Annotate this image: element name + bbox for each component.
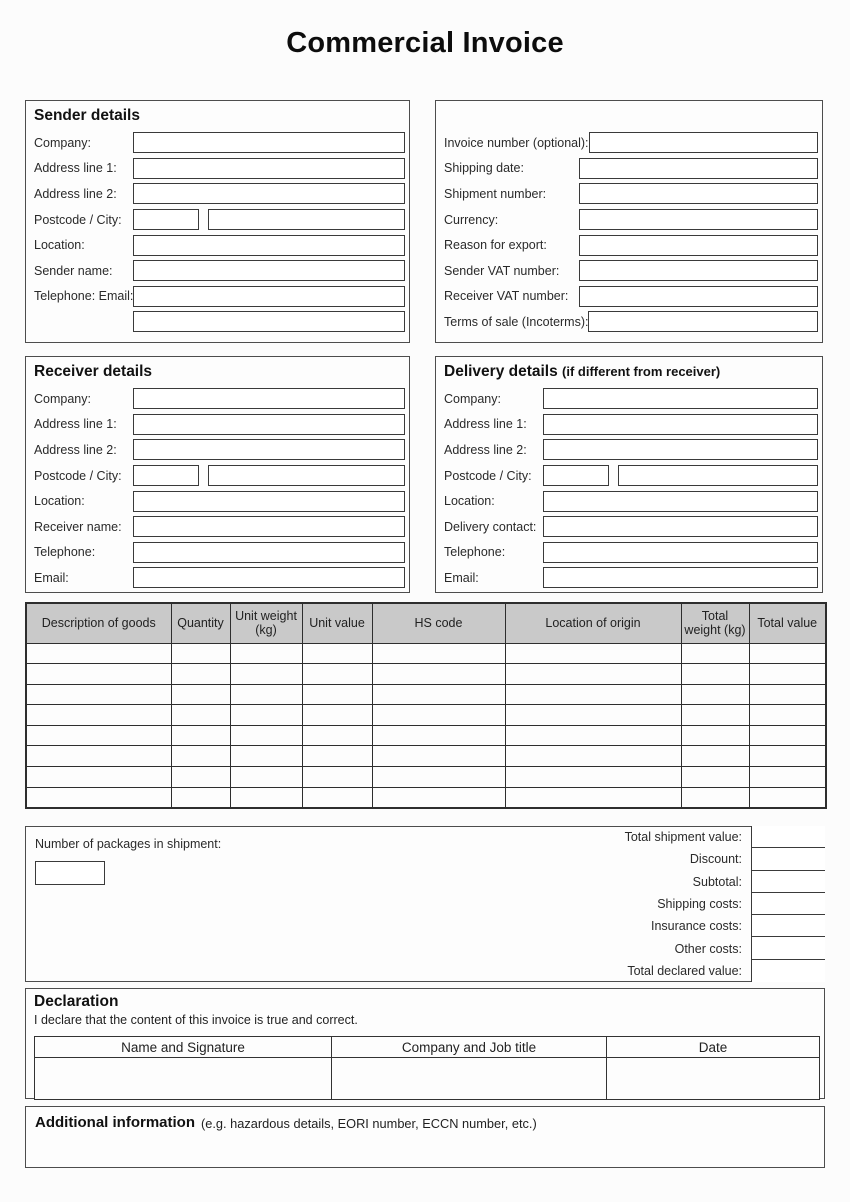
goods-table-body <box>26 643 826 808</box>
invoice-number-input[interactable] <box>589 132 818 153</box>
delivery-address1-input[interactable] <box>543 414 818 435</box>
subtotal-input[interactable] <box>751 871 825 893</box>
delivery-details-section <box>435 356 823 593</box>
currency-row <box>444 207 818 233</box>
goods-cell[interactable] <box>372 643 505 664</box>
goods-cell[interactable] <box>505 705 681 726</box>
goods-col-total-value: Total value <box>749 603 826 643</box>
delivery-postcode-city-label: Postcode / City: <box>444 468 532 483</box>
delivery-location-input[interactable] <box>543 491 818 512</box>
goods-cell[interactable] <box>171 725 230 746</box>
goods-cell[interactable] <box>230 767 302 788</box>
receiver-address1-row <box>34 412 405 438</box>
goods-col-hs-code: HS code <box>372 603 505 643</box>
receiver-name-label: Receiver name: <box>34 519 122 534</box>
goods-cell[interactable] <box>749 787 826 808</box>
sender-company-label: Company: <box>34 135 91 150</box>
goods-cell[interactable] <box>681 705 749 726</box>
declaration-company-job-cell[interactable] <box>332 1058 607 1100</box>
goods-cell[interactable] <box>505 787 681 808</box>
total-declared-value-label: Total declared value: <box>627 963 742 978</box>
sender-telephone-email-label: Telephone: Email: <box>34 289 134 304</box>
goods-cell[interactable] <box>372 705 505 726</box>
receiver-address2-row <box>34 437 405 463</box>
declaration-statement: I declare that the content of this invoice is true and correct. <box>34 1013 358 1027</box>
goods-col-unit-weight: Unit weight (kg) <box>230 603 302 643</box>
sender-company-row <box>34 130 405 156</box>
packages-in-shipment-input[interactable] <box>35 861 105 885</box>
goods-cell[interactable] <box>302 664 372 685</box>
goods-row <box>26 643 826 664</box>
sender-company-input[interactable] <box>133 132 405 153</box>
goods-cell[interactable] <box>749 705 826 726</box>
goods-cell[interactable] <box>26 684 171 705</box>
shipping-date-row <box>444 156 818 182</box>
subtotal-row <box>405 871 825 893</box>
totals-section <box>25 826 825 982</box>
goods-cell[interactable] <box>372 725 505 746</box>
goods-cell[interactable] <box>302 684 372 705</box>
goods-cell[interactable] <box>302 725 372 746</box>
receiver-company-row <box>34 386 405 412</box>
goods-col-description: Description of goods <box>26 603 171 643</box>
additional-information-heading: Additional information <box>35 1114 195 1131</box>
delivery-details-heading <box>444 363 720 381</box>
declaration-col-company-job: Company and Job title <box>332 1037 607 1058</box>
receiver-postcode-input[interactable] <box>133 465 199 486</box>
receiver-location-label: Location: <box>34 494 85 509</box>
shipping-date-label: Shipping date: <box>444 161 524 176</box>
receiver-vat-label: Receiver VAT number: <box>444 289 569 304</box>
sender-address1-label: Address line 1: <box>34 161 117 176</box>
sender-name-label: Sender name: <box>34 263 113 278</box>
sender-email-row <box>34 309 405 335</box>
insurance-costs-row <box>405 915 825 937</box>
goods-cell[interactable] <box>505 767 681 788</box>
goods-col-total-weight: Total weight (kg) <box>681 603 749 643</box>
goods-row <box>26 684 826 705</box>
goods-cell[interactable] <box>749 725 826 746</box>
discount-row <box>405 848 825 870</box>
goods-cell[interactable] <box>26 787 171 808</box>
delivery-contact-label: Delivery contact: <box>444 519 537 534</box>
shipping-costs-label: Shipping costs: <box>657 896 742 911</box>
goods-cell[interactable] <box>26 746 171 767</box>
goods-cell[interactable] <box>505 664 681 685</box>
receiver-name-input[interactable] <box>133 516 405 537</box>
declaration-col-name-signature: Name and Signature <box>35 1037 332 1058</box>
delivery-postcode-city-row <box>444 463 818 489</box>
total-shipment-value-input[interactable] <box>751 826 825 848</box>
discount-input[interactable] <box>751 848 825 870</box>
goods-cell[interactable] <box>302 705 372 726</box>
receiver-telephone-label: Telephone: <box>34 545 96 560</box>
sender-name-row <box>34 258 405 284</box>
goods-row <box>26 746 826 767</box>
incoterms-row <box>444 309 818 335</box>
shipping-costs-row <box>405 893 825 915</box>
delivery-location-row <box>444 488 818 514</box>
incoterms-input[interactable] <box>588 311 818 332</box>
currency-label: Currency: <box>444 212 499 227</box>
receiver-location-row <box>34 488 405 514</box>
receiver-address1-input[interactable] <box>133 414 405 435</box>
delivery-contact-input[interactable] <box>543 516 818 537</box>
goods-cell[interactable] <box>505 746 681 767</box>
declaration-table <box>34 1036 820 1100</box>
sender-details-section <box>25 100 410 343</box>
declaration-name-signature-cell[interactable] <box>35 1058 332 1100</box>
goods-cell[interactable] <box>171 705 230 726</box>
sender-address1-input[interactable] <box>133 158 405 179</box>
goods-cell[interactable] <box>372 664 505 685</box>
goods-row <box>26 705 826 726</box>
goods-cell[interactable] <box>749 643 826 664</box>
delivery-telephone-input[interactable] <box>543 542 818 563</box>
receiver-company-label: Company: <box>34 391 91 406</box>
total-shipment-value-label: Total shipment value: <box>624 830 742 845</box>
receiver-address2-label: Address line 2: <box>34 442 117 457</box>
receiver-email-row <box>34 565 405 591</box>
goods-cell[interactable] <box>372 684 505 705</box>
invoice-number-label: Invoice number (optional): <box>444 135 589 150</box>
goods-cell[interactable] <box>230 705 302 726</box>
receiver-details-heading: Receiver details <box>34 363 153 380</box>
goods-cell[interactable] <box>171 767 230 788</box>
goods-col-origin: Location of origin <box>505 603 681 643</box>
goods-cell[interactable] <box>171 643 230 664</box>
delivery-company-row <box>444 386 818 412</box>
discount-label: Discount: <box>689 852 742 867</box>
receiver-details-section <box>25 356 410 593</box>
receiver-vat-input[interactable] <box>579 286 818 307</box>
sender-name-input[interactable] <box>133 260 405 281</box>
insurance-costs-label: Insurance costs: <box>650 919 742 934</box>
goods-cell[interactable] <box>230 725 302 746</box>
goods-cell[interactable] <box>230 664 302 685</box>
delivery-details-heading-main: Delivery details <box>444 363 558 380</box>
delivery-location-label: Location: <box>444 494 495 509</box>
receiver-city-input[interactable] <box>208 465 405 486</box>
declaration-entry-row <box>35 1058 820 1100</box>
goods-cell[interactable] <box>681 787 749 808</box>
receiver-address2-input[interactable] <box>133 439 405 460</box>
packages-in-shipment-label: Number of packages in shipment: <box>35 837 222 851</box>
goods-cell[interactable] <box>302 767 372 788</box>
reason-for-export-label: Reason for export: <box>444 238 547 253</box>
delivery-email-row <box>444 565 818 591</box>
receiver-postcode-city-row <box>34 463 405 489</box>
goods-cell[interactable] <box>302 787 372 808</box>
declaration-col-date: Date <box>607 1037 820 1058</box>
goods-cell[interactable] <box>230 746 302 767</box>
receiver-vat-row <box>444 284 818 310</box>
sender-city-input[interactable] <box>208 209 405 230</box>
sender-address1-row <box>34 156 405 182</box>
currency-input[interactable] <box>579 209 818 230</box>
sender-postcode-city-label: Postcode / City: <box>34 212 122 227</box>
goods-table <box>25 602 827 809</box>
goods-cell[interactable] <box>681 746 749 767</box>
goods-cell[interactable] <box>681 664 749 685</box>
total-shipment-value-row <box>405 826 825 848</box>
declaration-heading: Declaration <box>34 993 119 1010</box>
reason-for-export-input[interactable] <box>579 235 818 256</box>
delivery-address2-input[interactable] <box>543 439 818 460</box>
sender-email-input[interactable] <box>133 311 405 332</box>
receiver-telephone-row <box>34 540 405 566</box>
total-declared-value-input[interactable] <box>751 960 825 982</box>
goods-cell[interactable] <box>749 664 826 685</box>
goods-cell[interactable] <box>230 643 302 664</box>
delivery-company-label: Company: <box>444 391 501 406</box>
sender-address2-row <box>34 181 405 207</box>
goods-cell[interactable] <box>26 643 171 664</box>
goods-row <box>26 767 826 788</box>
sender-postcode-city-row <box>34 207 405 233</box>
shipment-number-row <box>444 181 818 207</box>
goods-cell[interactable] <box>681 725 749 746</box>
goods-cell[interactable] <box>505 684 681 705</box>
declaration-header-row <box>35 1037 820 1058</box>
other-costs-label: Other costs: <box>674 941 742 956</box>
sender-address2-input[interactable] <box>133 183 405 204</box>
invoice-info-section <box>435 100 823 343</box>
incoterms-label: Terms of sale (Incoterms): <box>444 314 589 329</box>
sender-telephone-email-row <box>34 284 405 310</box>
insurance-costs-input[interactable] <box>751 915 825 937</box>
delivery-address2-label: Address line 2: <box>444 442 527 457</box>
subtotal-label: Subtotal: <box>692 874 742 889</box>
shipment-number-label: Shipment number: <box>444 186 547 201</box>
goods-cell[interactable] <box>230 787 302 808</box>
additional-information-hint: (e.g. hazardous details, EORI number, ECCN number, etc.) <box>201 1116 537 1131</box>
delivery-telephone-label: Telephone: <box>444 545 506 560</box>
receiver-address1-label: Address line 1: <box>34 417 117 432</box>
receiver-email-input[interactable] <box>133 567 405 588</box>
total-declared-value-row <box>405 960 825 982</box>
delivery-company-input[interactable] <box>543 388 818 409</box>
reason-for-export-row <box>444 232 818 258</box>
delivery-email-label: Email: <box>444 570 479 585</box>
sender-postcode-input[interactable] <box>133 209 199 230</box>
delivery-details-heading-suffix: (if different from receiver) <box>562 364 721 379</box>
sender-telephone-input[interactable] <box>133 286 405 307</box>
goods-cell[interactable] <box>26 767 171 788</box>
sender-address2-label: Address line 2: <box>34 186 117 201</box>
goods-cell[interactable] <box>372 767 505 788</box>
goods-row <box>26 664 826 685</box>
shipment-number-input[interactable] <box>579 183 818 204</box>
sender-vat-input[interactable] <box>579 260 818 281</box>
goods-row <box>26 725 826 746</box>
goods-cell[interactable] <box>302 746 372 767</box>
page-title: Commercial Invoice <box>286 27 564 59</box>
goods-cell[interactable] <box>26 664 171 685</box>
delivery-email-input[interactable] <box>543 567 818 588</box>
goods-cell[interactable] <box>26 725 171 746</box>
sender-vat-label: Sender VAT number: <box>444 263 560 278</box>
sender-location-label: Location: <box>34 238 85 253</box>
goods-cell[interactable] <box>171 787 230 808</box>
receiver-company-input[interactable] <box>133 388 405 409</box>
goods-cell[interactable] <box>372 746 505 767</box>
goods-cell[interactable] <box>505 643 681 664</box>
receiver-telephone-input[interactable] <box>133 542 405 563</box>
delivery-city-input[interactable] <box>618 465 818 486</box>
sender-location-input[interactable] <box>133 235 405 256</box>
goods-cell[interactable] <box>171 746 230 767</box>
declaration-section <box>25 988 825 1099</box>
sender-details-heading: Sender details <box>34 107 140 124</box>
receiver-email-label: Email: <box>34 570 69 585</box>
delivery-address2-row <box>444 437 818 463</box>
delivery-address1-label: Address line 1: <box>444 417 527 432</box>
delivery-contact-row <box>444 514 818 540</box>
goods-cell[interactable] <box>26 705 171 726</box>
other-costs-input[interactable] <box>751 937 825 959</box>
goods-table-header-row <box>26 603 826 643</box>
delivery-postcode-input[interactable] <box>543 465 609 486</box>
invoice-number-row <box>444 130 818 156</box>
goods-cell[interactable] <box>681 767 749 788</box>
goods-col-unit-value: Unit value <box>302 603 372 643</box>
goods-cell[interactable] <box>171 684 230 705</box>
delivery-telephone-row <box>444 540 818 566</box>
goods-cell[interactable] <box>681 643 749 664</box>
goods-cell[interactable] <box>171 664 230 685</box>
delivery-address1-row <box>444 412 818 438</box>
goods-cell[interactable] <box>681 684 749 705</box>
goods-col-quantity: Quantity <box>171 603 230 643</box>
sender-vat-row <box>444 258 818 284</box>
goods-cell[interactable] <box>749 684 826 705</box>
goods-cell[interactable] <box>749 767 826 788</box>
declaration-date-cell[interactable] <box>607 1058 820 1100</box>
shipping-costs-input[interactable] <box>751 893 825 915</box>
goods-row <box>26 787 826 808</box>
receiver-location-input[interactable] <box>133 491 405 512</box>
goods-cell[interactable] <box>302 643 372 664</box>
sender-location-row <box>34 232 405 258</box>
receiver-postcode-city-label: Postcode / City: <box>34 468 122 483</box>
goods-cell[interactable] <box>505 725 681 746</box>
goods-cell[interactable] <box>749 746 826 767</box>
goods-cell[interactable] <box>372 787 505 808</box>
receiver-name-row <box>34 514 405 540</box>
other-costs-row <box>405 937 825 959</box>
shipping-date-input[interactable] <box>579 158 818 179</box>
additional-information-section[interactable] <box>25 1106 825 1168</box>
goods-cell[interactable] <box>230 684 302 705</box>
